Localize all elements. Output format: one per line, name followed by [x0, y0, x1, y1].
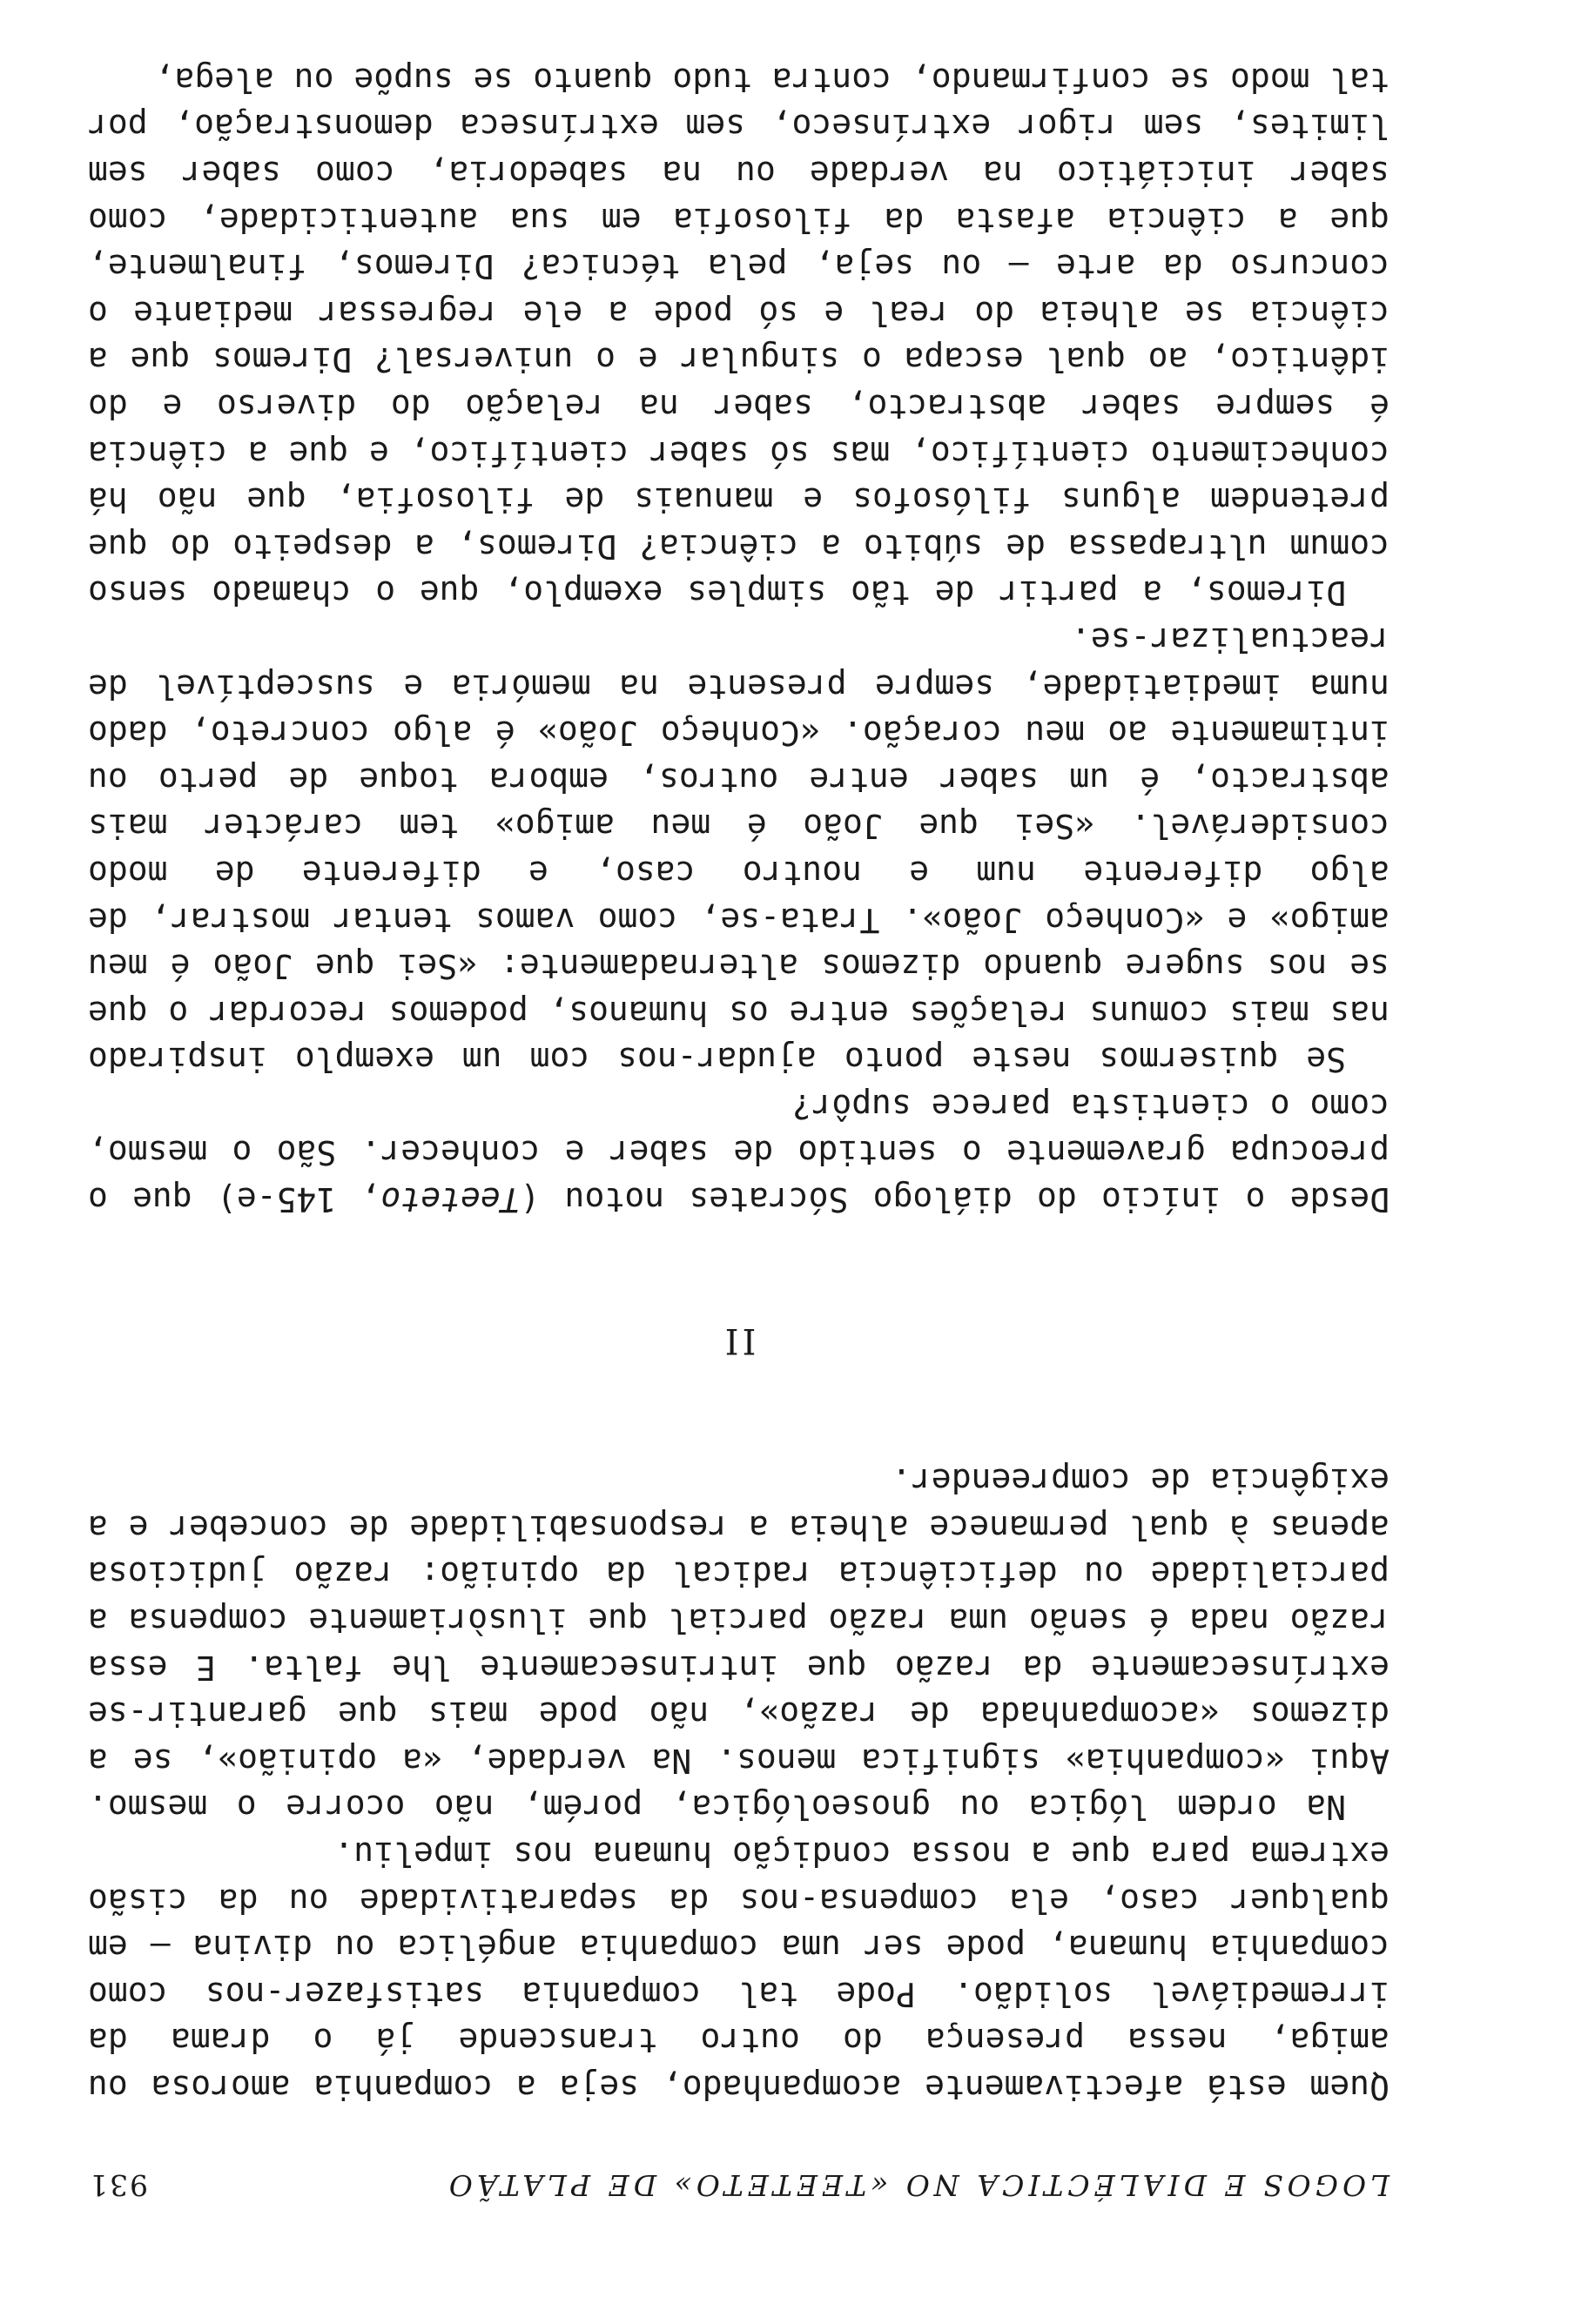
running-head	[88, 2153, 1390, 2202]
paragraph: Se quisermos neste ponto ajudar-nos com um exemplo inspirado nas mais comuns relações entre os humanos, podemos recordar o que se nos sugere quando dizemos alternadamente: «Sei que João é meu amigo» e «Conheço João». Trata-se, como vamos tentar mostrar, de algo diferente num e noutro caso, e diferente de modo considerável. «Sei que João é meu amigo» tem carácter mais abstracto, é um saber entre outros, embora toque de perto ou intimamente ao meu coração. «Conheço João» é algo concreto, dado numa imediatidade, sempre presente na memória e susceptível de reactualizar-se.	[88, 620, 1390, 1079]
running-head-title: LOGOS E DIALÉCTICA NO «TEETETO» DE PLATÃO	[444, 2168, 1390, 2202]
paragraph-text: Desde o início do diálogo Sócrates notou (	[520, 1180, 1390, 1219]
body-text	[88, 56, 1390, 2110]
section-heading: II	[721, 1320, 757, 1360]
paragraph	[88, 1082, 1390, 1222]
paragraph: Diremos, a partir de tão simples exemplo, que o chamado senso comum ultrapassa de súbito a ciência? Diremos, a despeito do que pretendem alguns filósofos e manuais de filosofia, que não há conhecimento científico, mas só saber científico, e que a ciência é sempre saber abstracto, saber na relação do diverso e do idêntico, ao qual escapa o singular e o universal? Diremos que a ciência se alheia do real e só pode a ele regressar mediante o concurso da arte — ou seja, pela técnica? Diremos, finalmente, que a ciência afasta da filosofia em sua autenticidade, como saber iniciático na verdade ou na sabedoria, como saber sem limites, sem rigor extrínseco, sem extrínseca demonstração, por tal modo se confirmando, contra tudo quanto se supõe ou alega,	[88, 60, 1390, 613]
paragraph: Na ordem lógica ou gnoseológica, porém, não ocorre o mesmo. Aqui «companhia» significa menos. Na verdade, «a opinião», se a dizemos «acompanhada de razão», não pode mais que garantir-se extrínsecamente da razão que intrinsecamente lhe falta. E essa razão nada é senão uma razão parcial que ilusòriamente compensa a parcialidade ou deficiência radical da opinião: razão judiciosa apenas à qual permanece alheia a responsabilidade de conceber e a exigência de compreender.	[88, 1461, 1390, 1827]
page-number: 931	[88, 2168, 148, 2202]
page-content	[88, 56, 1390, 2202]
paragraph-text: , 145-e) que o preocupa gravemente o sentido de saber e conhecer. São o mesmo, como o cientista parece supôr?	[87, 1086, 1390, 1219]
work-title: Teeteto	[380, 1180, 521, 1219]
paragraph-continuation: Quem está afectivamente acompanhado, seja a companhia amorosa ou amiga, nessa presença do outro transcende já o drama da irremediável solidão. Pode tal companhia satisfazer-nos como companhia humana, pode ser uma companhia angélica ou divina — em qualquer caso, ela compensa-nos da separatividade ou da cisão extrema para que a nossa condição humana nos impeliu.	[88, 1835, 1390, 2106]
